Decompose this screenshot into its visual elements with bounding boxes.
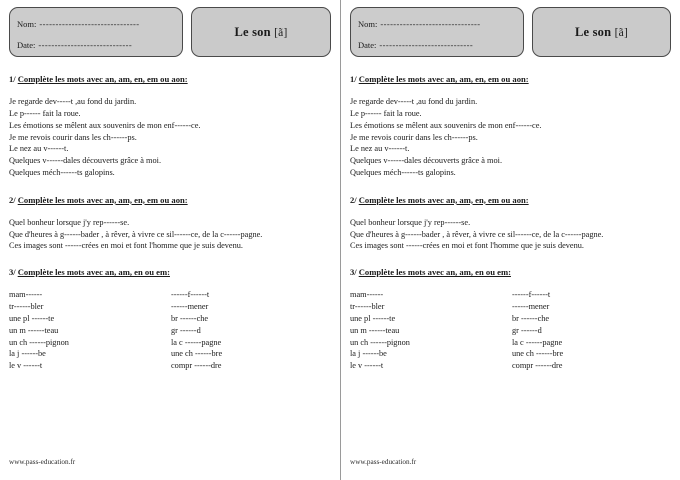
nom-fill-line[interactable]: ------------------------------- (39, 18, 140, 29)
exercise-line[interactable]: Je me revois courir dans les ch------ps. (9, 132, 137, 142)
exercise-2-heading (350, 194, 671, 206)
exercise-line[interactable]: Je regarde dev-----t ,au fond du jardin. (9, 97, 137, 107)
word-item[interactable]: un m ------teau (350, 325, 400, 335)
title-phoneme: [ã] (614, 26, 628, 39)
exercise-line[interactable]: Je regarde dev-----t ,au fond du jardin. (350, 97, 478, 107)
exercise-line[interactable]: Je me revois courir dans les ch------ps. (350, 132, 478, 142)
date-row (17, 40, 175, 50)
word-item[interactable]: une pl ------te (9, 313, 55, 323)
exercise-line[interactable]: Quelques v------dales découverts grâce à moi. (350, 156, 503, 166)
word-item[interactable]: gr ------d (171, 325, 201, 335)
exercise-line[interactable]: Le p------ fait la roue. (350, 108, 422, 118)
exercise-2-lines (350, 217, 671, 252)
exercise-1-lines (9, 96, 331, 178)
exercise-3-instruction: Complète les mots avec an, am, en ou em: (358, 267, 511, 278)
word-item[interactable]: un ch ------pignon (350, 337, 410, 347)
student-id-box (9, 7, 183, 57)
exercise-1-number: 1/ (350, 74, 357, 84)
worksheet-panel-right (340, 0, 680, 480)
word-item[interactable]: la j ------be (9, 349, 46, 359)
exercise-3-heading (350, 266, 671, 278)
word-item[interactable]: ------mener (512, 302, 550, 312)
word-item[interactable]: ------f------t (171, 290, 210, 300)
word-item[interactable]: la c ------pagne (171, 337, 222, 347)
exercise-3-heading (9, 266, 331, 278)
word-item[interactable]: br ------che (512, 313, 550, 323)
exercise-line[interactable]: Le nez au v------t. (350, 144, 410, 154)
word-column-right (159, 289, 331, 371)
exercise-line[interactable]: Quelques v------dales découverts grâce à moi. (9, 156, 162, 166)
word-item[interactable]: compr ------dre (512, 361, 563, 371)
title-box (191, 7, 331, 57)
exercise-2-heading (9, 194, 331, 206)
nom-fill-line[interactable]: ------------------------------- (380, 18, 481, 29)
word-item[interactable]: br ------che (171, 313, 209, 323)
word-item[interactable]: ------f------t (512, 290, 551, 300)
exercise-1-instruction: Complète les mots avec an, am, en, em ou aon: (17, 74, 188, 84)
date-fill-line[interactable]: ----------------------------- (38, 40, 133, 51)
exercise-3-number: 3/ (9, 267, 16, 278)
exercise-1-lines (350, 96, 671, 178)
word-column-left (9, 289, 159, 371)
exercise-1-heading (9, 73, 331, 85)
exercise-3-word-grid (350, 289, 671, 371)
word-item[interactable]: gr ------d (512, 325, 542, 335)
exercise-line[interactable]: Quel bonheur lorsque j'y rep------se. (350, 217, 471, 227)
exercise-line[interactable]: Que d'heures à g------bader , à rêver, à vivre ce sil------ce, de la c------pagne. (350, 229, 604, 239)
date-row (358, 40, 516, 50)
exercise-line[interactable]: Que d'heures à g------bader , à rêver, à vivre ce sil------ce, de la c------pagne. (9, 229, 263, 239)
exercise-line[interactable]: Les émotions se mêlent aux souvenirs de mon enf------ce. (350, 120, 542, 130)
exercise-1-number: 1/ (9, 74, 16, 84)
word-item[interactable]: compr ------dre (171, 361, 222, 371)
word-item[interactable]: une ch ------bre (171, 349, 223, 359)
exercise-line[interactable]: Quel bonheur lorsque j'y rep------se. (9, 217, 130, 227)
exercise-2-instruction: Complète les mots avec an, am, en, em ou aon: (17, 194, 188, 205)
nom-row (358, 19, 516, 29)
date-label: Date: (17, 40, 36, 51)
exercise-2-instruction: Complète les mots avec an, am, en, em ou aon: (358, 194, 529, 205)
exercise-3-number: 3/ (350, 267, 357, 278)
panel-header (9, 7, 331, 57)
footer-url[interactable]: www.pass-education.fr (350, 458, 417, 466)
exercise-2-lines (9, 217, 331, 252)
nom-label: Nom: (17, 18, 37, 29)
date-fill-line[interactable]: ----------------------------- (379, 40, 474, 51)
exercise-3-word-grid (9, 289, 331, 371)
footer-url[interactable]: www.pass-education.fr (9, 458, 76, 466)
word-item[interactable]: un ch ------pignon (9, 337, 69, 347)
student-id-box (350, 7, 524, 57)
exercise-1-heading (350, 73, 671, 85)
date-label: Date: (358, 40, 377, 51)
exercise-2-number: 2/ (350, 194, 357, 205)
exercise-line[interactable]: Quelques méch------ts galopins. (350, 167, 456, 177)
word-item[interactable]: tr------bler (9, 302, 44, 312)
exercise-line[interactable]: Ces images sont ------crées en moi et font l'homme que je suis devenu. (350, 241, 584, 251)
word-item[interactable]: une ch ------bre (512, 349, 564, 359)
word-item[interactable]: mam------ (9, 290, 43, 300)
word-column-left (350, 289, 500, 371)
nom-row (17, 19, 175, 29)
panel-header (350, 7, 671, 57)
panel-content (9, 57, 331, 458)
exercise-line[interactable]: Les émotions se mêlent aux souvenirs de mon enf------ce. (9, 120, 201, 130)
page-title (235, 25, 288, 40)
exercise-line[interactable]: Le p------ fait la roue. (9, 108, 81, 118)
exercise-line[interactable]: Ces images sont ------crées en moi et font l'homme que je suis devenu. (9, 241, 243, 251)
word-item[interactable]: le v ------t (350, 361, 384, 371)
word-column-right (500, 289, 671, 371)
word-item[interactable]: une pl ------te (350, 313, 396, 323)
word-item[interactable]: un m ------teau (9, 325, 59, 335)
panel-content (350, 57, 671, 458)
exercise-3-instruction: Complète les mots avec an, am, en ou em: (17, 267, 170, 278)
title-main: Le son (234, 24, 271, 39)
nom-label: Nom: (358, 18, 378, 29)
title-box (532, 7, 671, 57)
title-phoneme: [ã] (274, 26, 288, 39)
page-title (575, 25, 628, 40)
exercise-2-number: 2/ (9, 194, 16, 205)
exercise-line[interactable]: Le nez au v------t. (9, 144, 69, 154)
exercise-line[interactable]: Quelques méch------ts galopins. (9, 167, 115, 177)
exercise-1-instruction: Complète les mots avec an, am, en, em ou aon: (358, 74, 529, 84)
word-item[interactable]: la c ------pagne (512, 337, 563, 347)
word-item[interactable]: mam------ (350, 290, 384, 300)
word-item[interactable]: le v ------t (9, 361, 43, 371)
word-item[interactable]: la j ------be (350, 349, 387, 359)
title-main: Le son (575, 24, 612, 39)
word-item[interactable]: ------mener (171, 302, 209, 312)
word-item[interactable]: tr------bler (350, 302, 385, 312)
